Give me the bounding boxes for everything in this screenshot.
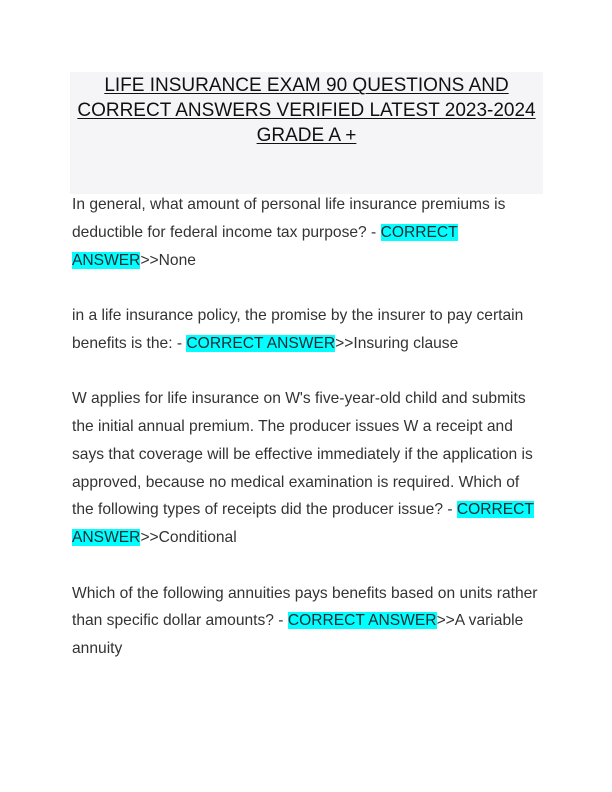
answer-text: >>None xyxy=(140,251,196,269)
correct-answer-label: CORRECT ANSWER xyxy=(72,501,534,547)
answer-text: >>Conditional xyxy=(140,529,237,547)
question-text: W applies for life insurance on W's five-year-old child and submits the initial annual premium. The producer issues W a receipt and says that coverage will be effective immediately if the application is approved, because no medical examination is required. Which of the following types of receipts did the producer issue? - xyxy=(72,390,533,519)
qa-item-2 xyxy=(72,302,544,358)
question-text: in a life insurance policy, the promise by the insurer to pay certain benefits is the: - xyxy=(72,306,524,352)
correct-answer-label: CORRECT ANSWER xyxy=(72,223,458,269)
qa-item-3 xyxy=(72,385,544,552)
correct-answer-label: CORRECT ANSWER xyxy=(186,334,336,352)
answer-text: >>A variable annuity xyxy=(72,612,524,658)
qa-item-4 xyxy=(72,580,544,663)
question-text: Which of the following annuities pays benefits based on units rather than specific dollar amounts? - xyxy=(72,584,538,630)
correct-answer-label: CORRECT ANSWER xyxy=(287,612,437,630)
question-text: In general, what amount of personal life insurance premiums is deductible for federal income tax purpose? - xyxy=(72,196,506,241)
answer-text: >>Insuring clause xyxy=(335,334,459,352)
qa-list xyxy=(72,191,544,691)
title-banner xyxy=(70,72,543,194)
qa-item-1 xyxy=(72,191,544,274)
document-title: LIFE INSURANCE EXAM 90 QUESTIONS AND CORRECT ANSWERS VERIFIED LATEST 2023-2024 GRADE A + xyxy=(77,75,536,146)
